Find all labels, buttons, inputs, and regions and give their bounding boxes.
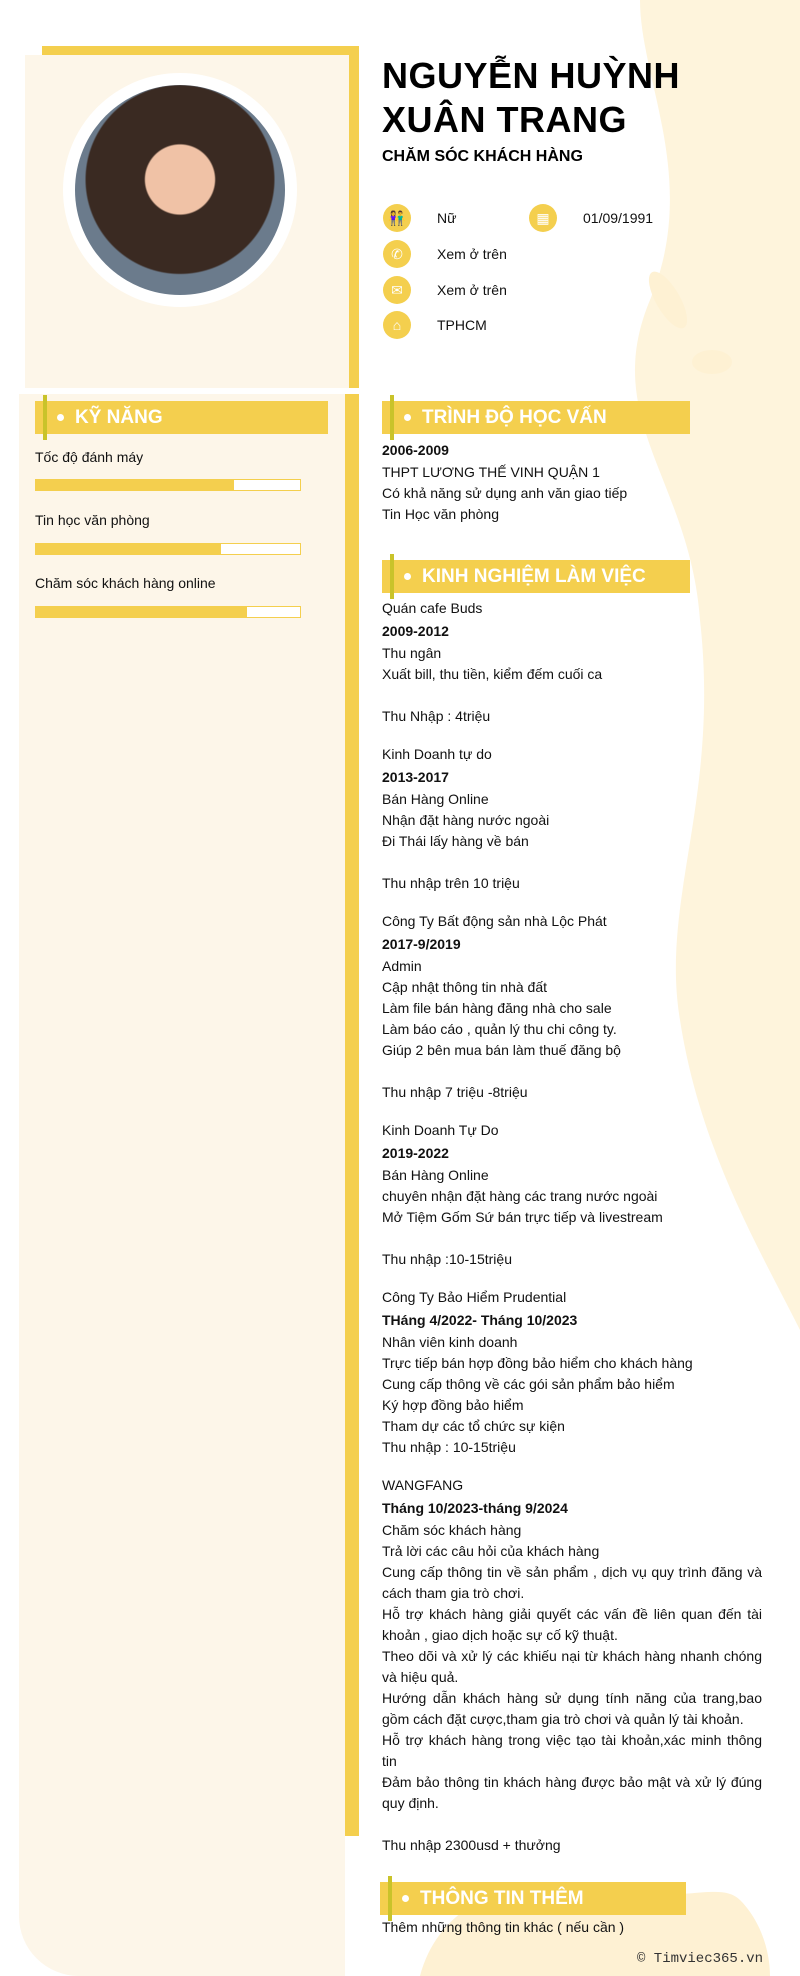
bullet-dot-icon (404, 573, 411, 580)
info-value: Xem ở trên (437, 246, 507, 262)
job-entry (382, 911, 762, 1103)
divider-bar (345, 394, 359, 1836)
education-period: 2006-2009 (382, 442, 449, 458)
education-line: Tin Học văn phòng (382, 506, 499, 522)
job-line: Cập nhật thông tin nhà đất (382, 979, 548, 995)
job-line: Thu nhập 2300usd + thưởng (382, 1837, 561, 1853)
job-line (382, 1228, 762, 1249)
job-line: Thu nhập 7 triệu -8triệu (382, 1084, 528, 1100)
education-content (382, 438, 762, 525)
skill-label: Chăm sóc khách hàng online (35, 575, 216, 591)
bullet-dot-icon (404, 414, 411, 421)
extra-info-text: Thêm những thông tin khác ( nếu cần ) (382, 1919, 625, 1935)
job-period: 2019-2022 (382, 1145, 449, 1161)
job-company: Công Ty Bảo Hiểm Prudential (382, 1289, 567, 1305)
avatar (75, 85, 285, 295)
job-entry (382, 1120, 762, 1270)
job-line: Trả lời các câu hỏi của khách hàng (382, 1543, 600, 1559)
job-line: Hỗ trợ khách hàng trong việc tạo tài khoản,xác minh thông tin (382, 1732, 762, 1769)
job-line (382, 1061, 762, 1082)
job-line: Làm báo cáo , quản lý thu chi công ty. (382, 1021, 617, 1037)
info-address (383, 311, 487, 339)
job-line: Cung cấp thông về các gói sản phẩm bảo hiểm (382, 1376, 675, 1392)
info-value: Nữ (437, 210, 457, 226)
job-line: Xuất bill, thu tiền, kiểm đếm cuối ca (382, 666, 603, 682)
job-company: Công Ty Bất động sản nhà Lộc Phát (382, 913, 607, 929)
job-line (382, 852, 762, 873)
job-line: Tham dự các tổ chức sự kiện (382, 1418, 565, 1434)
section-title: KỸ NĂNG (75, 406, 163, 428)
job-entry (382, 744, 762, 894)
job-line: Giúp 2 bên mua bán làm thuế đăng bộ (382, 1042, 621, 1058)
divider-bar (349, 46, 359, 388)
header-accent-stick (388, 1876, 392, 1921)
job-line: Thu nhập :10-15triệu (382, 1251, 512, 1267)
info-email (383, 276, 507, 304)
header-accent-stick (390, 395, 394, 440)
skill-level-fill (36, 544, 221, 554)
education-line: Có khả năng sử dụng anh văn giao tiếp (382, 485, 628, 501)
job-line: Thu Nhập : 4triệu (382, 708, 491, 724)
job-line: Chăm sóc khách hàng (382, 1522, 522, 1538)
info-birthday (529, 204, 653, 232)
job-period: THáng 4/2022- Tháng 10/2023 (382, 1312, 578, 1328)
job-line: Hướng dẫn khách hàng sử dụng tính năng của trang,bao gồm cách đặt cược,tham gia trò chơi và quản lý tài khoản. (382, 1690, 762, 1727)
job-line: Admin (382, 958, 422, 974)
job-period: Tháng 10/2023-tháng 9/2024 (382, 1500, 568, 1516)
job-line: Mở Tiệm Gốm Sứ bán trực tiếp và livestream (382, 1209, 663, 1225)
education-header (382, 401, 690, 434)
job-line: Bán Hàng Online (382, 791, 489, 807)
watermark: © Timviec365.vn (637, 1951, 764, 1967)
job-line: Thu nhập trên 10 triệu (382, 875, 520, 891)
job-entry (382, 1287, 762, 1458)
candidate-name (382, 54, 680, 142)
section-title: KINH NGHIỆM LÀM VIỆC (422, 565, 646, 587)
experience-list (382, 598, 762, 1856)
skill-level-fill (36, 480, 234, 490)
bullet-dot-icon (57, 414, 64, 421)
gender-icon: 👫 (383, 204, 411, 232)
info-gender (383, 204, 456, 232)
skill-level-bar (35, 543, 301, 555)
job-line: Ký hợp đồng bảo hiểm (382, 1397, 524, 1413)
skill-label: Tin học văn phòng (35, 512, 150, 528)
job-line (382, 1814, 762, 1835)
job-line (382, 685, 762, 706)
info-value: 01/09/1991 (583, 210, 654, 226)
job-line: Hỗ trợ khách hàng giải quyết các vấn đề liên quan đến tài khoản , giao dịch hoặc sự cố kỹ thuật. (382, 1606, 762, 1643)
home-icon: ⌂ (383, 311, 411, 339)
header-accent-stick (43, 395, 47, 440)
skill-label: Tốc độ đánh máy (35, 449, 144, 465)
job-line: Nhân viên kinh doanh (382, 1334, 518, 1350)
left-column (19, 394, 345, 1976)
info-value: TPHCM (437, 317, 487, 333)
job-entry (382, 598, 762, 727)
job-line: Đi Thái lấy hàng về bán (382, 833, 529, 849)
education-line: THPT LƯƠNG THẾ VINH QUẬN 1 (382, 464, 600, 480)
job-line: Đảm bảo thông tin khách hàng được bảo mật và xử lý đúng quy định. (382, 1774, 762, 1811)
job-line: Trực tiếp bán hợp đồng bảo hiểm cho khách hàng (382, 1355, 693, 1371)
job-line: Bán Hàng Online (382, 1167, 489, 1183)
job-line: Làm file bán hàng đăng nhà cho sale (382, 1000, 612, 1016)
info-phone (383, 240, 507, 268)
job-company: Kinh Doanh Tự Do (382, 1122, 499, 1138)
job-title: CHĂM SÓC KHÁCH HÀNG (382, 148, 583, 165)
section-title: TRÌNH ĐỘ HỌC VẤN (422, 406, 607, 428)
job-line: Theo dõi và xử lý các khiếu nại từ khách hàng nhanh chóng và hiệu quả. (382, 1648, 762, 1685)
skills-header (35, 401, 328, 434)
email-icon: ✉ (383, 276, 411, 304)
job-company: WANGFANG (382, 1477, 464, 1493)
job-line: Thu nhập : 10-15triệu (382, 1439, 516, 1455)
extra-info-header (380, 1882, 686, 1915)
name-line: XUÂN TRANG (382, 99, 627, 140)
header-accent-stick (390, 554, 394, 599)
job-line: Nhận đặt hàng nước ngoài (382, 812, 550, 828)
calendar-icon: ▦ (529, 204, 557, 232)
bullet-dot-icon (402, 1895, 409, 1902)
job-line: Cung cấp thông tin về sản phẩm , dịch vụ quy trình đăng và cách tham gia trò chơi. (382, 1564, 762, 1601)
skill-level-fill (36, 607, 247, 617)
skill-level-bar (35, 606, 301, 618)
job-entry (382, 1475, 762, 1856)
skill-level-bar (35, 479, 301, 491)
job-line: Thu ngân (382, 645, 442, 661)
job-period: 2009-2012 (382, 623, 449, 639)
job-line: chuyên nhận đặt hàng các trang nước ngoài (382, 1188, 658, 1204)
section-title: THÔNG TIN THÊM (420, 1887, 584, 1909)
name-line: NGUYỄN HUỲNH (382, 55, 681, 96)
job-company: Quán cafe Buds (382, 600, 483, 616)
job-company: Kinh Doanh tự do (382, 746, 492, 762)
experience-header (382, 560, 690, 593)
job-period: 2017-9/2019 (382, 936, 461, 952)
job-period: 2013-2017 (382, 769, 449, 785)
info-value: Xem ở trên (437, 282, 507, 298)
phone-icon: ✆ (383, 240, 411, 268)
